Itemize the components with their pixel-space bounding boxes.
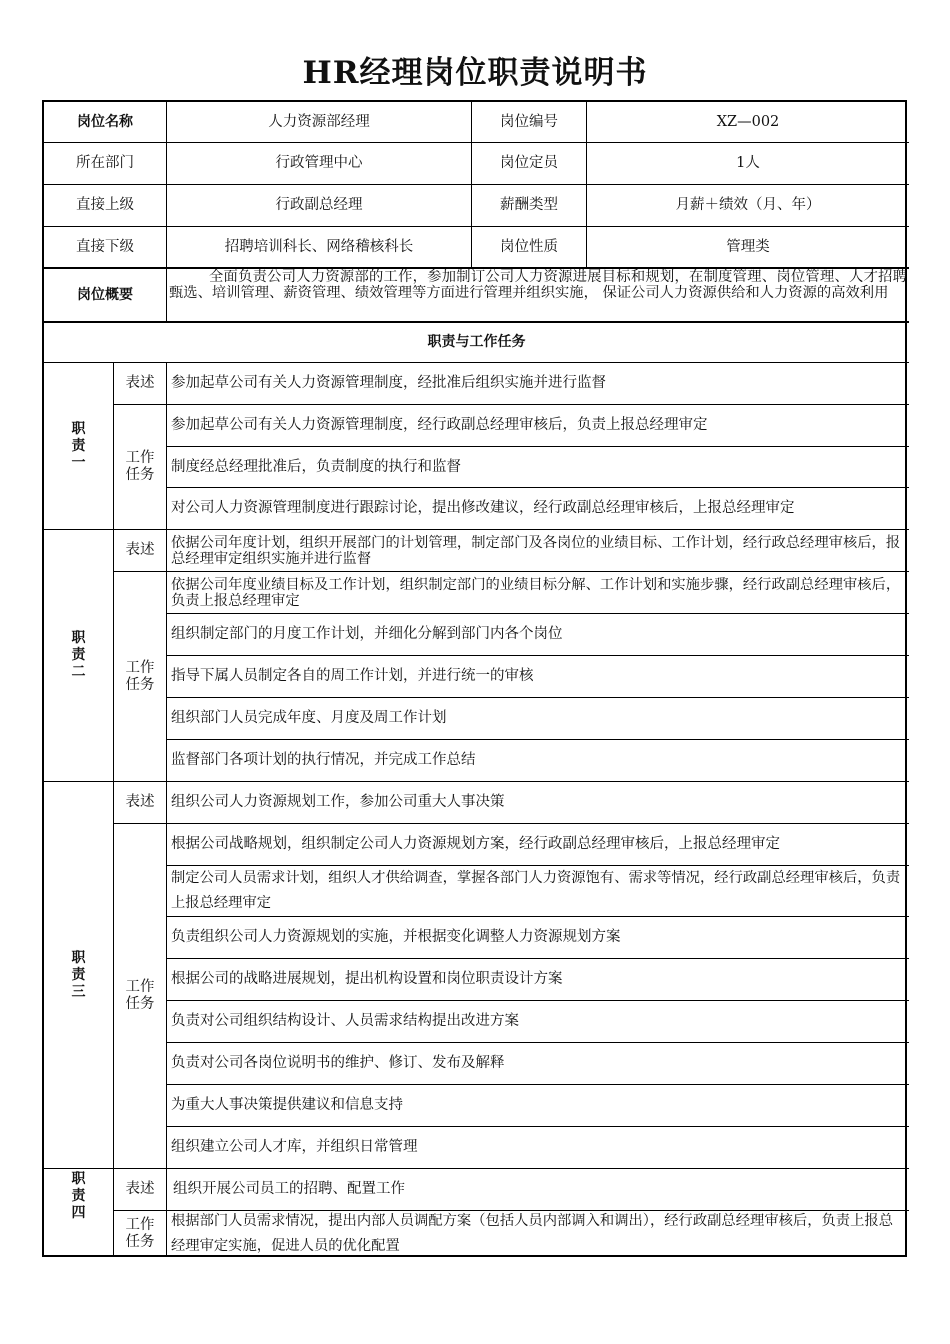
task-label-line-2: 任务 [125, 676, 155, 693]
headcount-label: 岗位定员 [472, 143, 587, 185]
duty-1-statement: 参加起草公司有关人力资源管理制度，经批准后组织实施并进行监督 [167, 363, 909, 405]
duty-3-char-1: 职 [71, 949, 86, 966]
duty-2-label [44, 530, 114, 782]
duty-3-tasks-label [114, 824, 167, 1169]
task-label-line-1: 工作 [125, 450, 155, 466]
duty-2-statement-label: 表述 [114, 530, 167, 572]
post-code-value: XZ—002 [587, 102, 909, 143]
duty-2-char-3: 二 [71, 664, 86, 680]
duty-2-task-1: 依据公司年度业绩目标及工作计划，组织制定部门的业绩目标分解、工作计划和实施步骤，经行政副总经理审核后，负责上报总经理审定 [167, 572, 909, 614]
duty-2-task-4: 组织部门人员完成年度、月度及周工作计划 [167, 698, 909, 740]
subordinate-label: 直接下级 [44, 227, 167, 269]
duty-3-statement: 组织公司人力资源规划工作，参加公司重大人事决策 [167, 782, 909, 824]
task-label-line-2: 任务 [125, 1233, 155, 1250]
nature-value: 管理类 [587, 227, 909, 269]
duty-1-statement-label: 表述 [114, 363, 167, 405]
duty-1-tasks-label [114, 405, 167, 530]
duty-4-char-1: 职 [71, 1171, 86, 1187]
duty-3-task-3: 负责组织公司人力资源规划的实施，并根据变化调整人力资源规划方案 [167, 917, 909, 959]
duty-4-label [44, 1169, 114, 1256]
duty-2-task-5: 监督部门各项计划的执行情况，并完成工作总结 [167, 740, 909, 782]
salary-label: 薪酬类型 [472, 185, 587, 227]
task-label-line-2: 任务 [125, 996, 155, 1012]
duty-1-task-3: 对公司人力资源管理制度进行跟踪讨论，提出修改建议，经行政副总经理审核后，上报总经理审定 [167, 488, 909, 530]
duty-3-label [44, 782, 114, 1169]
summary-text [167, 269, 909, 323]
task-label-line-1: 工作 [125, 979, 155, 995]
duty-3-task-2: 制定公司人员需求计划，组织人才供给调查，掌握各部门人力资源饱有、需求等情况，经行政副总经理审核后，负责上报总经理审定 [167, 866, 909, 917]
nature-label: 岗位性质 [472, 227, 587, 269]
duty-3-task-4: 根据公司的战略进展规划，提出机构设置和岗位职责设计方案 [167, 959, 909, 1001]
duty-4-statement-label: 表述 [114, 1169, 167, 1211]
superior-label: 直接上级 [44, 185, 167, 227]
superior-value: 行政副总经理 [167, 185, 472, 227]
task-label-line-1: 工作 [125, 1216, 155, 1233]
duty-2-task-3: 指导下属人员制定各自的周工作计划，并进行统一的审核 [167, 656, 909, 698]
duty-3-task-5: 负责对公司组织结构设计、人员需求结构提出改进方案 [167, 1001, 909, 1043]
duty-4-char-2: 责 [71, 1188, 86, 1204]
duty-1-label [44, 363, 114, 530]
task-label-line-1: 工作 [125, 659, 155, 676]
duty-3-task-6: 负责对公司各岗位说明书的维护、修订、发布及解释 [167, 1043, 909, 1085]
duty-2-tasks-label [114, 572, 167, 782]
headcount-value: 1人 [587, 143, 909, 185]
duty-3-task-7: 为重大人事决策提供建议和信息支持 [167, 1085, 909, 1127]
post-name-value: 人力资源部经理 [167, 102, 472, 143]
duty-3-task-1: 根据公司战略规划，组织制定公司人力资源规划方案，经行政副总经理审核后，上报总经理审定 [167, 824, 909, 866]
duty-4-task-1: 根据部门人员需求情况，提出内部人员调配方案（包括人员内部调入和调出），经行政副总经理审核后，负责上报总经理审定实施，促进人员的优化配置 [171, 1212, 893, 1254]
duty-1-char-3: 一 [71, 454, 86, 471]
duty-4-tasks-label [114, 1211, 167, 1256]
duty-1-char-2: 责 [71, 437, 86, 454]
job-description-table [42, 100, 907, 1257]
subordinate-value: 招聘培训科长、网络稽核科长 [167, 227, 472, 269]
duty-3-char-3: 三 [71, 983, 86, 1000]
duty-2-char-1: 职 [71, 630, 86, 646]
duty-1-char-1: 职 [71, 420, 86, 437]
duty-2-statement: 依据公司年度计划，组织开展部门的计划管理，制定部门及各岗位的业绩目标、工作计划，经行政总经理审核后，报总经理审定组织实施并进行监督 [167, 530, 909, 572]
salary-value: 月薪＋绩效（月、年） [587, 185, 909, 227]
duty-4-char-3: 四 [71, 1205, 86, 1221]
post-code-label: 岗位编号 [472, 102, 587, 143]
post-name-label: 岗位名称 [44, 102, 167, 143]
summary-text-content: 全面负责公司人力资源部的工作，参加制订公司人力资源进展目标和规划，在制度管理、岗位管理、人才招聘甄选、培训管理、薪资管理、绩效管理等方面进行管理并组织实施， 保证公司人力资源供给和人力资源的高效利用 [169, 269, 907, 301]
duty-3-task-8: 组织建立公司人才库，并组织日常管理 [167, 1127, 909, 1169]
dept-value: 行政管理中心 [167, 143, 472, 185]
duty-3-statement-label: 表述 [114, 782, 167, 824]
duty-4-statement: 组织开展公司员工的招聘、配置工作 [167, 1169, 909, 1211]
summary-label: 岗位概要 [44, 269, 167, 323]
duty-3-char-2: 责 [71, 966, 86, 983]
dept-label: 所在部门 [44, 143, 167, 185]
duty-1-task-2: 制度经总经理批准后，负责制度的执行和监督 [167, 447, 909, 488]
duty-2-task-2: 组织制定部门的月度工作计划，并细化分解到部门内各个岗位 [167, 614, 909, 656]
page-title: HR经理岗位职责说明书 [302, 55, 648, 91]
duty-1-task-1: 参加起草公司有关人力资源管理制度，经行政副总经理审核后，负责上报总经理审定 [167, 405, 909, 447]
section-header: 职责与工作任务 [44, 323, 909, 363]
task-label-line-2: 任务 [125, 467, 155, 483]
duty-2-char-2: 责 [71, 647, 86, 663]
